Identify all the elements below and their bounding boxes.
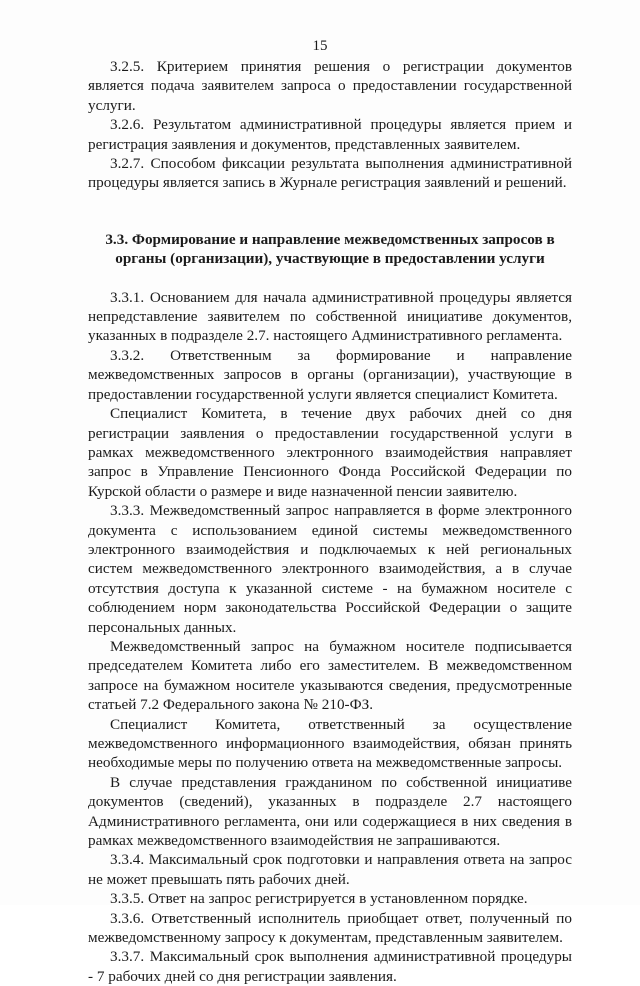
paragraph-own-initiative: В случае представления гражданином по собственной инициативе документов (сведений), указанных в подразделе 2.7 настоящего Административного регламента, они или содержащиеся в них сведения в рамках межведомственного взаимодействия не запрашиваются. [88,773,572,850]
section-heading-3-3: 3.3. Формирование и направление межведомственных запросов в органы (организации), участвующие в предоставлении услуги [105,230,555,268]
paragraph-paper-request: Межведомственный запрос на бумажном носителе подписывается председателем Комитета либо его заместителем. В межведомственном запросе на бумажном носителе указываются сведения, предусмотренные статьей 7.2 Федерального закона № 210-ФЗ. [88,637,572,714]
paragraph-3-3-2: 3.3.2. Ответственным за формирование и направление межведомственных запросов в органы (организации), участвующие в предоставлении государственной услуги является специалист Комитета. [88,346,572,403]
paragraph-3-3-3: 3.3.3. Межведомственный запрос направляется в форме электронного документа с использованием единой системы межведомственного электронного взаимодействия и подключаемых к ней региональных систем межведомственного электронного взаимодействия, а в случае отсутствия доступа к указанной системе - на бумажном носителе с соблюдением норм законодательства Российской Федерации о защите персональных данных. [88,502,572,636]
paragraph-specialist-request: Специалист Комитета, в течение двух рабочих дней со дня регистрации заявления о предоставлении государственной услуги в рамках межведомственного электронного взаимодействия направляет запрос в Управление Пенсионного Фонда Российской Федерации по Курской области о размере и виде назначенной пенсии заявителю. [88,405,572,500]
paragraph-3-3-7: 3.3.7. Максимальный срок выполнения административной процедуры - 7 рабочих дней со дня регистрации заявления. [88,948,572,985]
paragraph-3-3-5: 3.3.5. Ответ на запрос регистрируется в установленном порядке. [110,890,528,908]
paragraph-3-2-6: 3.2.6. Результатом административной процедуры является прием и регистрация заявления и документов, представленных заявителем. [88,116,572,153]
paragraph-3-2-7: 3.2.7. Способом фиксации результата выполнения административной процедуры является запись в Журнале регистрация заявлений и решений. [88,155,572,192]
paragraph-specialist-responsible: Специалист Комитета, ответственный за осуществление межведомственного информационного взаимодействия, обязан принять необходимые меры по получению ответа на межведомственные запросы. [88,715,572,772]
paragraph-3-2-5: 3.2.5. Критерием принятия решения о регистрации документов является подача заявителем запроса о предоставлении государственной услуги. [88,58,572,114]
page-number: 15 [312,38,328,54]
paragraph-3-3-1: 3.3.1. Основанием для начала административной процедуры является непредставление заявителем по собственной инициативе документов, указанных в подразделе 2.7. настоящего Административного регламента. [88,288,572,345]
paragraph-3-3-6: 3.3.6. Ответственный исполнитель приобщает ответ, полученный по межведомственному запросу к документам, представленным заявителем. [88,909,572,947]
paragraph-3-3-4: 3.3.4. Максимальный срок подготовки и направления ответа на запрос не может превышать пять рабочих дней. [88,851,572,888]
document-body [88,57,572,986]
